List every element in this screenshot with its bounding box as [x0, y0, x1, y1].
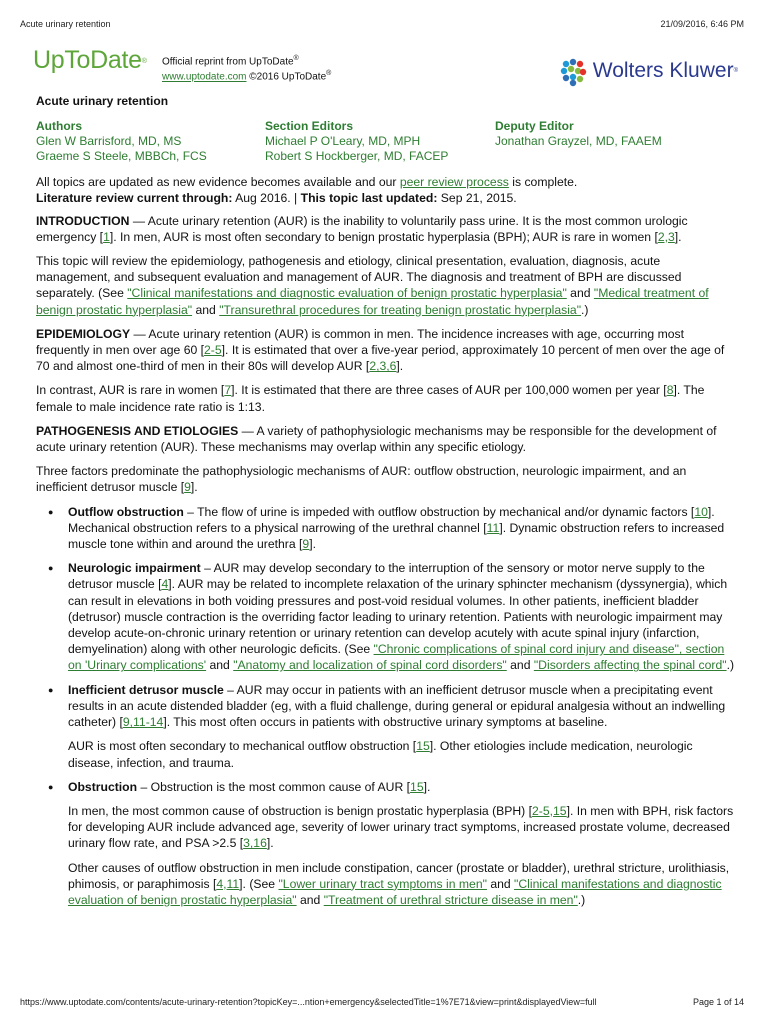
para-text: ].: [266, 836, 274, 851]
para-text: — Acute urinary retention (AUR) is common in men. The incidence increases with age, occurring most frequently in men over age 60 [: [36, 326, 685, 358]
topic-link[interactable]: "Anatomy and localization of spinal cord disorders": [233, 658, 507, 673]
para-text: — Acute urinary retention (AUR) is the inability to voluntarily pass urine. It is the most common urologic emergency [: [36, 213, 688, 244]
reference-link[interactable]: 8: [666, 383, 674, 398]
para-text: ].: [190, 480, 198, 495]
three-factors-paragraph: [36, 463, 736, 495]
para-text: – AUR may develop secondary to the interruption of the sensory or motor nerve supply to the detrusor muscle [: [68, 561, 705, 592]
authors-column: [36, 119, 265, 164]
topic-link[interactable]: "Treatment of urethral stricture disease in men": [323, 892, 578, 907]
reprint-copyright-mark: ®: [326, 70, 332, 78]
section-editors-heading: Section Editors: [265, 119, 354, 134]
para-text: .): [577, 892, 586, 907]
section-heading-pathogenesis: PATHOGENESIS AND ETIOLOGIES: [36, 423, 239, 438]
review-text: is complete.: [508, 175, 578, 190]
para-text: and: [566, 286, 594, 301]
etiologies-list: [36, 779, 736, 795]
topic-link[interactable]: "Chronic complications of spinal cord injury and disease", section on 'Urinary complications': [68, 642, 725, 673]
para-text: ]. It is estimated that over a five-year period, approximately 10 percent of men over the age of 70 and almost one-third of men in their 80s will develop AUR [: [36, 343, 725, 374]
para-text: ].: [423, 779, 431, 794]
wolters-kluwer-logo[interactable]: [556, 54, 738, 88]
introduction-paragraph: [36, 213, 736, 245]
para-text: ]. Mechanical obstruction refers to a physical narrowing of the urethral channel [: [68, 504, 715, 535]
reprint-line: Official reprint from UpToDate: [162, 56, 294, 68]
author-name: Graeme S Steele, MBBCh, FCS: [36, 149, 207, 164]
last-updated-value: Sep 21, 2015.: [437, 191, 517, 206]
reference-link[interactable]: 2-5,15: [532, 803, 567, 818]
print-header-timestamp: 21/09/2016, 6:46 PM: [660, 19, 744, 29]
document-body: [36, 93, 736, 916]
para-text: and: [192, 302, 220, 317]
reference-link[interactable]: 3,16: [243, 836, 267, 851]
print-header: [20, 16, 744, 32]
reprint-notice: [162, 53, 331, 84]
para-text: ]. (See: [239, 876, 279, 891]
para-text: ].: [396, 359, 404, 374]
wolters-kluwer-text: [592, 58, 738, 82]
topic-link[interactable]: "Clinical manifestations and diagnostic evaluation of benign prostatic hyperplasia": [127, 286, 567, 301]
reference-link[interactable]: 2-5: [204, 343, 222, 358]
reference-link[interactable]: 9,11-14: [122, 715, 164, 730]
reprint-copyright: ©2016 UpToDate: [246, 71, 327, 83]
para-text: and: [486, 876, 515, 891]
section-editor-name: Robert S Hockberger, MD, FACEP: [265, 149, 449, 164]
deputy-editor-heading: Deputy Editor: [495, 119, 574, 134]
review-text: All topics are updated as new evidence becomes available and our: [36, 175, 400, 190]
para-text: ]. Dynamic obstruction refers to increased muscle tone within and around the urethra [: [68, 520, 725, 552]
wolters-kluwer-globe-icon: [556, 54, 590, 88]
para-text: In men, the most common cause of obstruction is benign prostatic hyperplasia (BPH) [: [68, 803, 533, 818]
para-text: – The flow of urine is impeded with outflow obstruction by mechanical and/or dynamic factors [: [183, 504, 695, 519]
deputy-editor-column: [495, 119, 662, 164]
footer-url: https://www.uptodate.com/contents/acute-urinary-retention?topicKey=...ntion+emergency&selectedTitle=1%7E71&view=print&displayedView=full: [20, 997, 597, 1007]
reference-link[interactable]: 2,3: [657, 229, 675, 244]
topic-link[interactable]: "Disorders affecting the spinal cord": [533, 658, 727, 673]
reprint-url[interactable]: www.uptodate.com: [162, 71, 247, 83]
deputy-editor-name: Jonathan Grayzel, MD, FAAEM: [495, 134, 662, 149]
para-text: ].: [674, 229, 682, 244]
list-item-obstruction: [36, 779, 736, 795]
para-text: In contrast, AUR is rare in women [: [36, 383, 225, 398]
bph-paragraph: [36, 803, 736, 852]
para-text: and: [206, 658, 234, 673]
para-text: ]. In men, AUR is most often secondary to benign prostatic hyperplasia (BPH); AUR is rare in women [: [109, 229, 658, 244]
para-text: – AUR may occur in patients with an inefficient detrusor muscle when a precipitating event results in an acute distended bladder (eg, with a fluid challenge, during general or epidural analgesia without an indwelling catheter) [: [68, 682, 726, 730]
publisher-mark: ®: [733, 67, 738, 74]
para-text: ]. The female to male incidence rate ratio is 1:13.: [36, 383, 705, 414]
reference-link[interactable]: 7: [224, 383, 232, 398]
list-item-heading: Neurologic impairment: [68, 561, 201, 576]
epidemiology-women-paragraph: [36, 382, 736, 414]
authors-heading: Authors: [36, 119, 82, 134]
reference-link[interactable]: 9: [302, 537, 310, 552]
reference-link[interactable]: 15: [416, 739, 430, 754]
topic-link[interactable]: "Clinical manifestations and diagnostic evaluation of benign prostatic hyperplasia": [68, 876, 722, 907]
reference-link[interactable]: 9: [184, 480, 191, 495]
other-causes-paragraph: [36, 860, 736, 909]
print-header-title: Acute urinary retention: [20, 19, 111, 29]
para-text: ]. In men with BPH, risk factors for developing AUR include advanced age, severity of lower urinary tract symptoms, increased prostate volume, decreased urinary flow rate, and PSA >2.5 [: [68, 803, 734, 851]
topic-link[interactable]: "Medical treatment of benign prostatic hyperplasia": [36, 286, 709, 317]
mechanisms-list: [36, 504, 736, 731]
para-text: ]. This most often occurs in patients with obstructive urinary symptoms at baseline.: [163, 715, 608, 730]
topic-link[interactable]: "Transurethral procedures for treating benign prostatic hyperplasia": [219, 302, 582, 317]
para-text: and: [296, 892, 324, 907]
reference-link[interactable]: 4: [161, 577, 169, 592]
review-status: [36, 174, 736, 206]
section-heading-introduction: INTRODUCTION: [36, 213, 130, 228]
page-number: Page 1 of 14: [692, 997, 744, 1007]
para-text: AUR is most often secondary to mechanical outflow obstruction [: [68, 739, 417, 754]
page-title: Acute urinary retention: [36, 94, 169, 108]
para-text: and: [506, 658, 534, 673]
lit-review-label: Literature review current through:: [36, 191, 233, 206]
para-text: ].: [309, 537, 316, 552]
para-text: This topic will review the epidemiology, pathogenesis and etiology, clinical presentation, evaluation, diagnosis, acute management, and subsequent evaluation and management of AUR. The diagnosis and treatment of BPH are discussed separately. (See: [36, 254, 682, 301]
lit-review-value: Aug 2016. |: [232, 191, 301, 206]
list-item-heading: Inefficient detrusor muscle: [68, 682, 224, 697]
epidemiology-paragraph: [36, 326, 736, 375]
reference-link[interactable]: 2,3,6: [369, 359, 397, 374]
uptodate-logo[interactable]: [33, 46, 147, 74]
section-heading-epidemiology: EPIDEMIOLOGY: [36, 326, 131, 341]
editors-block: [36, 119, 736, 164]
section-editor-name: Michael P O'Leary, MD, MPH: [265, 134, 421, 149]
para-text: .): [581, 302, 589, 317]
para-text: Other causes of outflow obstruction in men include constipation, cancer (prostate or bladder), urethral stricture, urolithiasis, phimosis, or paraphimosis [: [68, 860, 730, 891]
para-text: ]. AUR may be related to incomplete relaxation of the urinary sphincter mechanism (dyssynergia), which can result in elevations in both voiding pressures and post-void residual volumes. In other patients, inefficient bladder (detrusor) muscle contraction is the overriding factor leading to urinary retention. Patients with neurologic impairment may develop acute-on-chronic urinary retention or urinary retention can develop acutely with acute spinal injury (infarction, demyelination) along with other neurologic deficits. (See: [68, 577, 728, 657]
scope-paragraph: [36, 253, 736, 318]
reprint-mark: ®: [293, 55, 299, 62]
section-editors-column: [265, 119, 495, 164]
reference-link[interactable]: 4,11: [216, 876, 240, 891]
para-text: Three factors predominate the pathophysiologic mechanisms of AUR: outflow obstruction, neurologic impairment, and an inefficient detrusor muscle [: [36, 464, 687, 495]
aur-secondary-paragraph: [36, 738, 736, 770]
reference-link[interactable]: 10: [694, 504, 708, 519]
peer-review-link[interactable]: peer review process: [399, 175, 509, 190]
reference-link[interactable]: 11: [486, 520, 500, 535]
para-text: ]. It is estimated that there are three cases of AUR per 100,000 women per year [: [231, 383, 667, 398]
list-item-heading: Outflow obstruction: [68, 504, 184, 519]
reference-link[interactable]: 1: [103, 229, 110, 244]
list-item-neurologic-impairment: [36, 560, 736, 673]
list-item-inefficient-detrusor: [36, 682, 736, 731]
para-text: .): [726, 658, 735, 673]
list-item-heading: Obstruction: [68, 779, 138, 794]
topic-link[interactable]: "Lower urinary tract symptoms in men": [278, 876, 487, 891]
print-footer: [20, 994, 744, 1010]
uptodate-logo-text: UpToDate: [33, 46, 142, 74]
list-item-outflow-obstruction: [36, 504, 736, 553]
publisher-name: Wolters Kluwer: [592, 58, 734, 82]
last-updated-label: This topic last updated:: [300, 191, 438, 206]
para-text: – Obstruction is the most common cause of AUR [: [137, 779, 411, 794]
pathogenesis-paragraph: [36, 423, 736, 455]
uptodate-logo-mark: ®: [141, 58, 147, 65]
brand-row: [33, 46, 738, 86]
author-name: Glen W Barrisford, MD, MS: [36, 134, 182, 149]
reference-link[interactable]: 15: [410, 779, 424, 794]
para-text: ]. Other etiologies include medication, neurologic disease, infection, and trauma.: [68, 739, 693, 770]
para-text: — A variety of pathophysiologic mechanisms may be responsible for the development of acute urinary retention (AUR). These mechanisms may overlap within any specific etiology.: [36, 423, 717, 455]
